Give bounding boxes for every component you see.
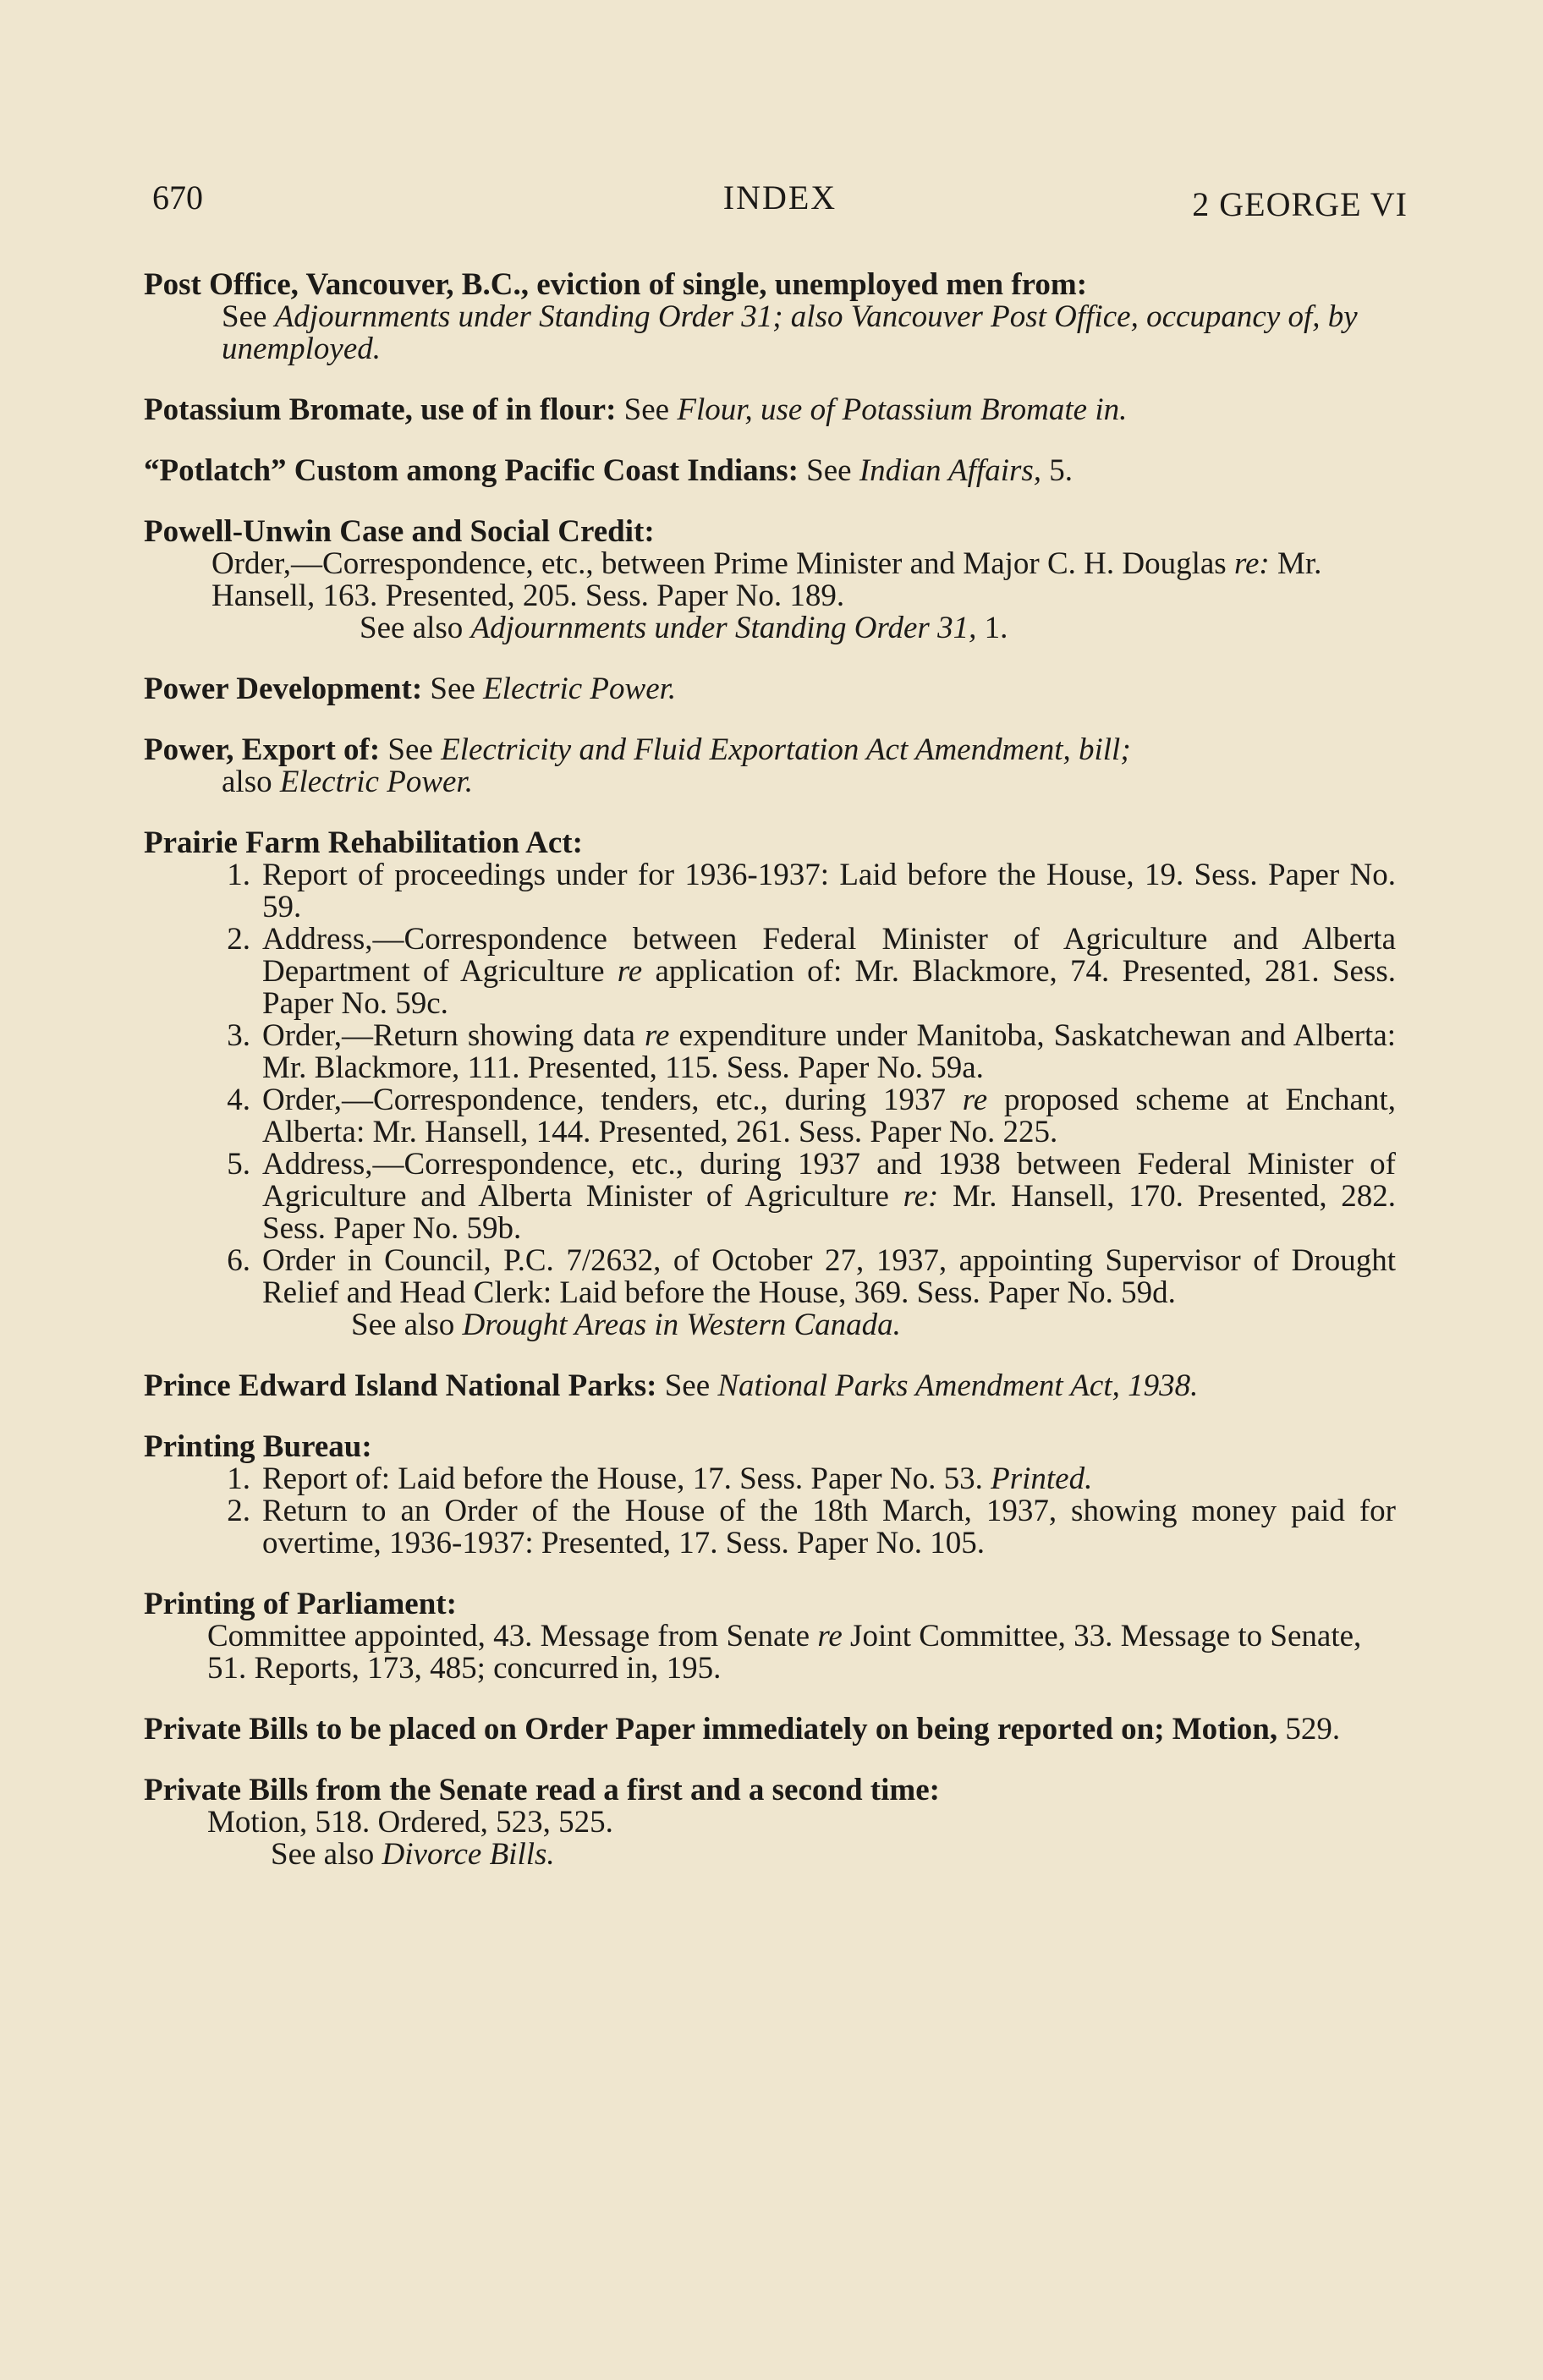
entry-order: Order,—Correspondence, etc., between Prime Minister and Major C. H. Douglas re: Mr. Hansell, 163. Presented, 205. Sess. Paper No. 189. [211, 546, 1322, 613]
index-entry-pei-parks: Prince Edward Island National Parks: See National Parks Amendment Act, 1938. [144, 1368, 1199, 1403]
index-entry-printing-parliament [144, 1588, 1396, 1685]
entry-heading: Prince Edward Island National Parks: [144, 1368, 657, 1403]
entry-reference: Motion, 518. Ordered, 523, 525. [207, 1805, 613, 1840]
entry-heading: Power, Export of: [144, 732, 381, 767]
page-title: INDEX [722, 178, 837, 217]
index-entry-printing-bureau [144, 1431, 1396, 1560]
list-item: 3. Order,—Return showing data re expenditure under Manitoba, Saskatchewan and Alberta: Mr. Blackmore, 111. Presented, 115. Sess. Paper No. 59a. [227, 1018, 1397, 1085]
entry-heading: Powell-Unwin Case and Social Credit: [144, 514, 655, 549]
index-entry-power-export: Power, Export of: See Electricity and Fluid Exportation Act Amendment, bill; also Electric Power. [144, 734, 1396, 798]
page-number: 670 [152, 178, 203, 217]
entry-heading: Potassium Bromate, use of in flour: [144, 392, 617, 427]
entry-heading: Post Office, Vancouver, B.C., eviction of single, unemployed men from: [144, 267, 1088, 302]
entry-reference: See Adjournments under Standing Order 31; also Vancouver Post Office, occupancy of, by unemployed. [222, 299, 1358, 366]
reign-label: 2 GEORGE VI [1192, 185, 1408, 223]
list-item: 5. Address,—Correspondence, etc., during 1937 and 1938 between Federal Minister of Agriculture and Alberta Minister of Agriculture re: Mr. Hansell, 170. Presented, 282. Sess. Paper No. 59b. [227, 1147, 1397, 1246]
index-entry-private-bills-order: Private Bills to be placed on Order Paper immediately on being reported on; Motion, 529. [144, 1712, 1341, 1747]
list-item: 1. Report of: Laid before the House, 17. Sess. Paper No. 53. Printed. [227, 1461, 1093, 1496]
index-entry-power-development: Power Development: See Electric Power. [144, 672, 677, 706]
entry-reference: Committee appointed, 43. Message from Senate re Joint Committee, 33. Message to Senate, 51. Reports, 173, 485; concurred in, 195. [207, 1619, 1362, 1686]
list-item: 2. Return to an Order of the House of the 18th March, 1937, showing money paid for overtime, 1936-1937: Presented, 17. Sess. Paper No. 105. [227, 1494, 1396, 1560]
entry-reference: also Electric Power. [222, 765, 473, 799]
entry-heading: Private Bills from the Senate read a first and a second time: [144, 1773, 940, 1807]
entry-heading: Printing of Parliament: [144, 1587, 457, 1621]
entry-heading: Private Bills to be placed on Order Paper immediately on being reported on; Motion, [144, 1712, 1278, 1747]
list-item: 4. Order,—Correspondence, tenders, etc., during 1937 re proposed scheme at Enchant, Alberta: Mr. Hansell, 144. Presented, 261. Sess. Paper No. 225. [227, 1083, 1396, 1149]
entry-heading: Power Development: [144, 672, 423, 706]
list-item: 6. Order in Council, P.C. 7/2632, of October 27, 1937, appointing Supervisor of Drought Relief and Head Clerk: Laid before the House, 369. Sess. Paper No. 59d. [227, 1243, 1396, 1310]
entry-see-also: See also Drought Areas in Western Canada. [351, 1308, 901, 1342]
index-content [144, 269, 1396, 1900]
index-entry-potlatch: “Potlatch” Custom among Pacific Coast Indians: See Indian Affairs, 5. [144, 453, 1074, 488]
list-item: 2. Address,—Correspondence between Federal Minister of Agriculture and Alberta Department of Agriculture re application of: Mr. Blackmore, 74. Presented, 281. Sess. Paper No. 59c. [227, 922, 1396, 1021]
entry-heading: Printing Bureau: [144, 1429, 372, 1464]
entry-see-also: See also Divorce Bills. [271, 1837, 555, 1872]
index-entry-private-bills-senate [144, 1774, 1396, 1871]
index-entry-prairie-farm [144, 827, 1396, 1341]
index-entry-powell-unwin [144, 516, 1396, 644]
entry-heading: “Potlatch” Custom among Pacific Coast Indians: [144, 453, 799, 488]
entry-heading: Prairie Farm Rehabilitation Act: [144, 825, 583, 860]
entry-see-also: See also Adjournments under Standing Order 31, 1. [360, 611, 1008, 645]
page-header [152, 178, 1408, 223]
index-entry-potassium: Potassium Bromate, use of in flour: See Flour, use of Potassium Bromate in. [144, 392, 1128, 427]
index-entry-post-office [144, 269, 1396, 365]
list-item: 1. Report of proceedings under for 1936-1937: Laid before the House, 19. Sess. Paper No. 59. [227, 858, 1396, 924]
